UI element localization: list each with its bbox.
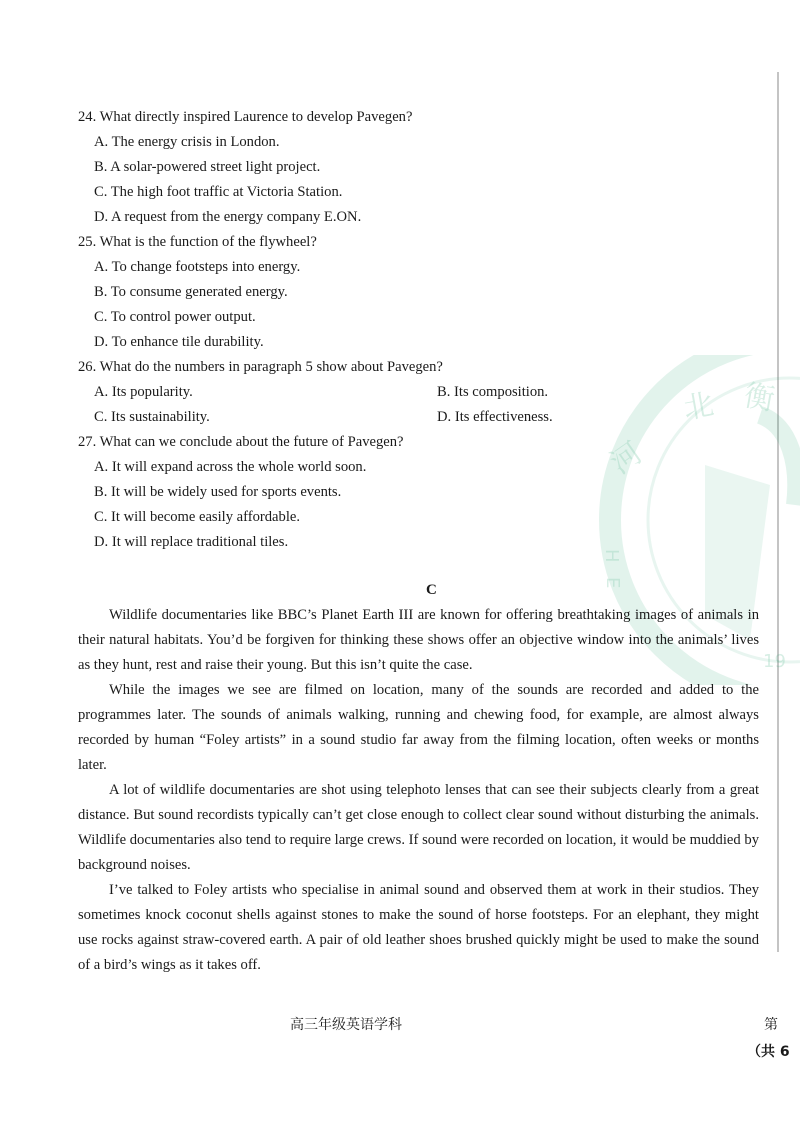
option-a: A. It will expand across the whole world soon.	[94, 459, 367, 475]
option-d: D. It will replace traditional tiles.	[94, 534, 289, 550]
watermark-year: 19	[763, 651, 786, 672]
option-d: D. Its effectiveness.	[437, 409, 553, 425]
footer-page-prefix: 第	[764, 1017, 778, 1033]
option-c: C. Its sustainability.	[94, 409, 210, 425]
option-a: A. Its popularity.	[94, 384, 193, 400]
passage-paragraph-4: I’ve talked to Foley artists who specialise in animal sound and observed them at work in their studios. They sometimes knock coconut shells against stones to make the sound of horse footsteps. For an elephant, they might use rocks against straw-covered earth. A pair of old leather shoes brushed quickly might be used to make the sound of a bird’s wings as it takes off.	[78, 882, 759, 973]
option-c: C. The high foot traffic at Victoria Station.	[94, 184, 343, 200]
option-c: C. It will become easily affordable.	[94, 509, 301, 525]
watermark-char-1: 河	[604, 435, 649, 482]
question-stem: 24. What directly inspired Laurence to develop Pavegen?	[78, 109, 413, 125]
option-a: A. To change footsteps into energy.	[94, 259, 301, 275]
option-b: B. A solar-powered street light project.	[94, 159, 321, 175]
passage-paragraph-1: Wildlife documentaries like BBC’s Planet Earth III are known for offering breathtaking images of animals in their natural habitats. You’d be forgiven for thinking these shows offer an objective window into the animals’ lives as they hunt, rest and raise their young. But this isn’t quite the case.	[78, 607, 759, 673]
question-stem: 25. What is the function of the flywheel?	[78, 234, 317, 250]
passage-paragraph-2: While the images we see are filmed on location, many of the sounds are recorded and added to the programmes later. The sounds of animals walking, running and chewing food, for example, are almost always recorded by human “Foley artists” in a sound studio far away from the filming location, often weeks or months later.	[78, 682, 759, 773]
watermark-char-2: 北	[680, 386, 717, 427]
footer-subject: 高三年级英语学科	[290, 1017, 402, 1033]
watermark-latin-2: E	[602, 577, 623, 589]
option-b: B. Its composition.	[437, 384, 549, 400]
option-b: B. It will be widely used for sports events.	[94, 484, 342, 500]
option-c: C. To control power output.	[94, 309, 256, 325]
watermark-char-3: 衡	[741, 378, 778, 418]
option-a: A. The energy crisis in London.	[94, 134, 280, 150]
passage-paragraph-3: A lot of wildlife documentaries are shot using telephoto lenses that can see their subjects clearly from a great distance. But sound recordists typically can’t get close enough to collect clear sound without disturbing the animals. Wildlife documentaries also tend to require large crews. If sound were recorded on location, it would be muddied by background noises.	[78, 782, 759, 873]
section-heading: C	[426, 582, 437, 598]
footer-total-pages: （共 6	[747, 1044, 790, 1060]
option-d: D. A request from the energy company E.ON.	[94, 209, 362, 225]
option-d: D. To enhance tile durability.	[94, 334, 264, 350]
watermark-latin-1: H	[601, 549, 622, 563]
question-stem: 26. What do the numbers in paragraph 5 show about Pavegen?	[78, 359, 443, 375]
option-b: B. To consume generated energy.	[94, 284, 288, 300]
question-stem: 27. What can we conclude about the future of Pavegen?	[78, 434, 404, 450]
